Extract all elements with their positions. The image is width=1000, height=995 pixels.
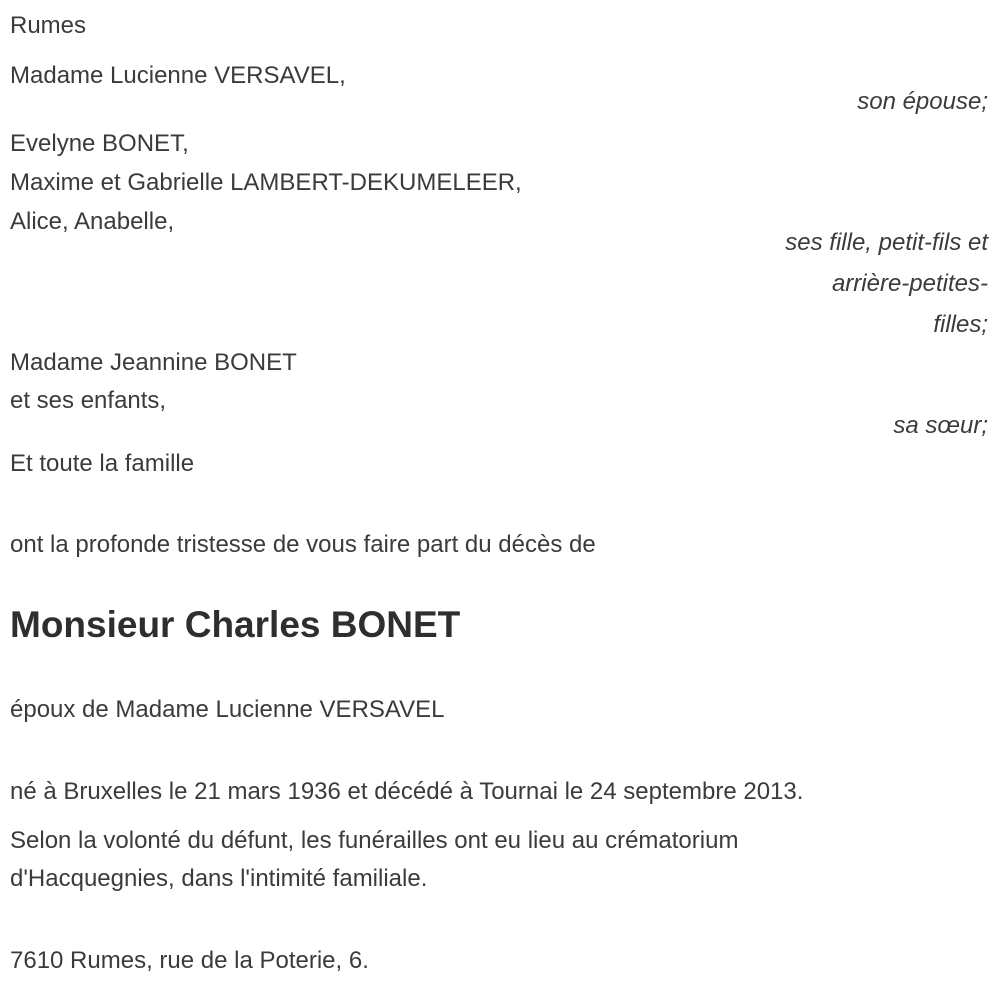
sister-children-line: et ses enfants, bbox=[10, 387, 167, 414]
family-line: Et toute la famille bbox=[10, 450, 195, 477]
intro-line: ont la profonde tristesse de vous faire part du décès de bbox=[10, 531, 596, 558]
funeral-line-2: d'Hacquegnies, dans l'intimité familiale. bbox=[10, 865, 428, 892]
descendant-line-3: Alice, Anabelle, bbox=[10, 208, 175, 235]
descendant-line-1: Evelyne BONET, bbox=[10, 130, 189, 157]
funeral-line-1: Selon la volonté du défunt, les funérailles ont eu lieu au crématorium bbox=[10, 827, 739, 854]
descendants-relation-line-3: filles; bbox=[933, 311, 988, 338]
sister-relation-line: sa sœur; bbox=[893, 412, 988, 439]
wife-relation-line: son épouse; bbox=[857, 88, 988, 115]
life-dates-line: né à Bruxelles le 21 mars 1936 et décédé à Tournai le 24 septembre 2013. bbox=[10, 778, 804, 805]
address-line: 7610 Rumes, rue de la Poterie, 6. bbox=[10, 947, 369, 974]
descendants-relation-line-1: ses fille, petit-fils et bbox=[785, 229, 988, 256]
sister-name-line: Madame Jeannine BONET bbox=[10, 349, 297, 376]
spouse-of-line: époux de Madame Lucienne VERSAVEL bbox=[10, 696, 445, 723]
descendant-line-2: Maxime et Gabrielle LAMBERT-DEKUMELEER, bbox=[10, 169, 522, 196]
deceased-name-heading: Monsieur Charles BONET bbox=[10, 604, 461, 645]
descendants-relation-line-2: arrière-petites- bbox=[831, 270, 988, 297]
location-line: Rumes bbox=[10, 12, 87, 39]
wife-name-line: Madame Lucienne VERSAVEL, bbox=[10, 62, 346, 89]
